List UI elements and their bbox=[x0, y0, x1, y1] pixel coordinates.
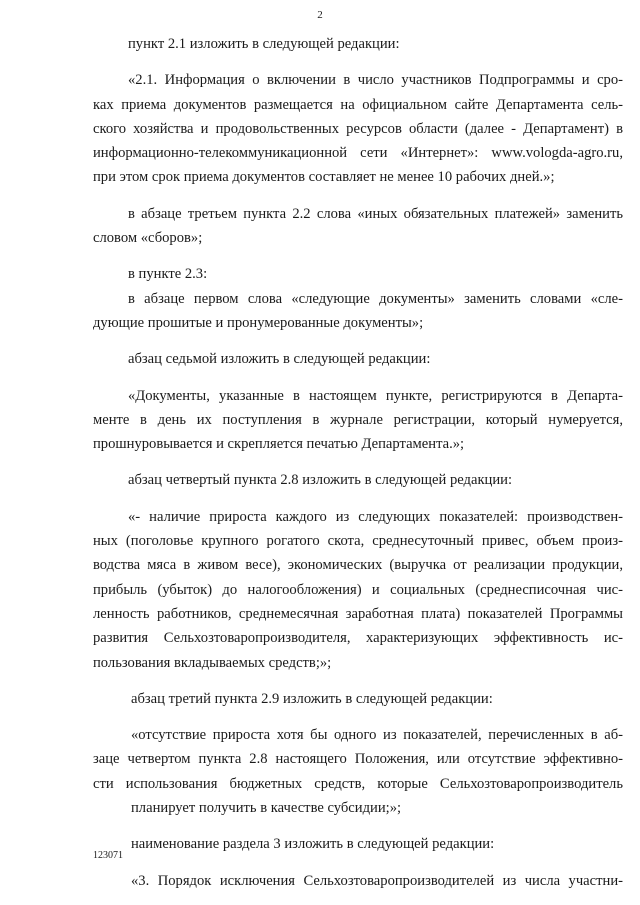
text-line: менте в день их поступления в журнале регистрации, который нумеруется, bbox=[93, 411, 623, 428]
text-line: сти использования бюджетных средств, которые Сельхозтоваропроизводитель bbox=[93, 775, 623, 792]
document-code: 123071 bbox=[93, 850, 123, 861]
text-line: заце четвертом пункта 2.8 настоящего Положения, или отсутствие эффективно- bbox=[93, 751, 623, 768]
text-line: абзац третий пункта 2.9 изложить в следующей редакции: bbox=[131, 690, 493, 707]
text-line: «- наличие прироста каждого из следующих показателей: производствен- bbox=[128, 508, 623, 525]
text-line: «Документы, указанные в настоящем пункте, регистрируются в Департа- bbox=[128, 387, 623, 404]
text-line: планирует получить в качестве субсидии;»; bbox=[131, 800, 402, 817]
text-line: абзац седьмой изложить в следующей редакции: bbox=[128, 351, 431, 368]
text-line: прошнуровывается и скрепляется печатью Департамента.»; bbox=[93, 436, 465, 453]
text-line: развития Сельхозтоваропроизводителя, характеризующих эффективность ис- bbox=[93, 630, 623, 647]
text-line: ных (поголовье крупного рогатого скота, среднесуточный привес, объем произ- bbox=[93, 533, 623, 550]
text-line: наименование раздела 3 изложить в следующей редакции: bbox=[131, 836, 495, 853]
text-line: ского хозяйства и продовольственных ресурсов области (далее - Департамент) в bbox=[93, 120, 623, 137]
page-number: 2 bbox=[317, 9, 323, 21]
document-body bbox=[93, 32, 623, 893]
text-line: в абзаце третьем пункта 2.2 слова «иных обязательных платежей» заменить bbox=[128, 205, 623, 222]
text-line: пункт 2.1 изложить в следующей редакции: bbox=[128, 36, 400, 52]
text-line: ленность работников, среднемесячная заработная плата) показателей Программы bbox=[93, 605, 623, 622]
text-line: информационно-телекоммуникационной сети «Интернет»: www.vologda-agro.ru, bbox=[93, 145, 623, 162]
text-line: в пункте 2.3: bbox=[128, 266, 208, 283]
text-line: абзац четвертый пункта 2.8 изложить в следующей редакции: bbox=[128, 472, 513, 489]
text-line: «2.1. Информация о включении в число участников Подпрограммы и сро- bbox=[128, 72, 623, 89]
text-line: пользования вкладываемых средств;»; bbox=[93, 654, 332, 671]
text-line: «отсутствие прироста хотя бы одного из показателей, перечисленных в аб- bbox=[131, 727, 623, 744]
text-line: «3. Порядок исключения Сельхозтоваропроизводителей из числа участни- bbox=[131, 872, 623, 889]
text-line: при этом срок приема документов составляет не менее 10 рабочих дней.»; bbox=[93, 169, 555, 186]
text-line: ках приема документов размещается на официальном сайте Департамента сель- bbox=[93, 96, 623, 113]
text-line: словом «сборов»; bbox=[93, 230, 203, 247]
text-line: водства мяса в живом весе), экономических (выручка от реализации продукции, bbox=[93, 557, 623, 574]
text-line: дующие прошитые и пронумерованные документы»; bbox=[93, 314, 424, 331]
text-line: в абзаце первом слова «следующие документы» заменить словами «сле- bbox=[128, 290, 623, 307]
text-line: прибыль (убыток) до налогообложения) и социальных (среднесписочная чис- bbox=[93, 581, 623, 598]
